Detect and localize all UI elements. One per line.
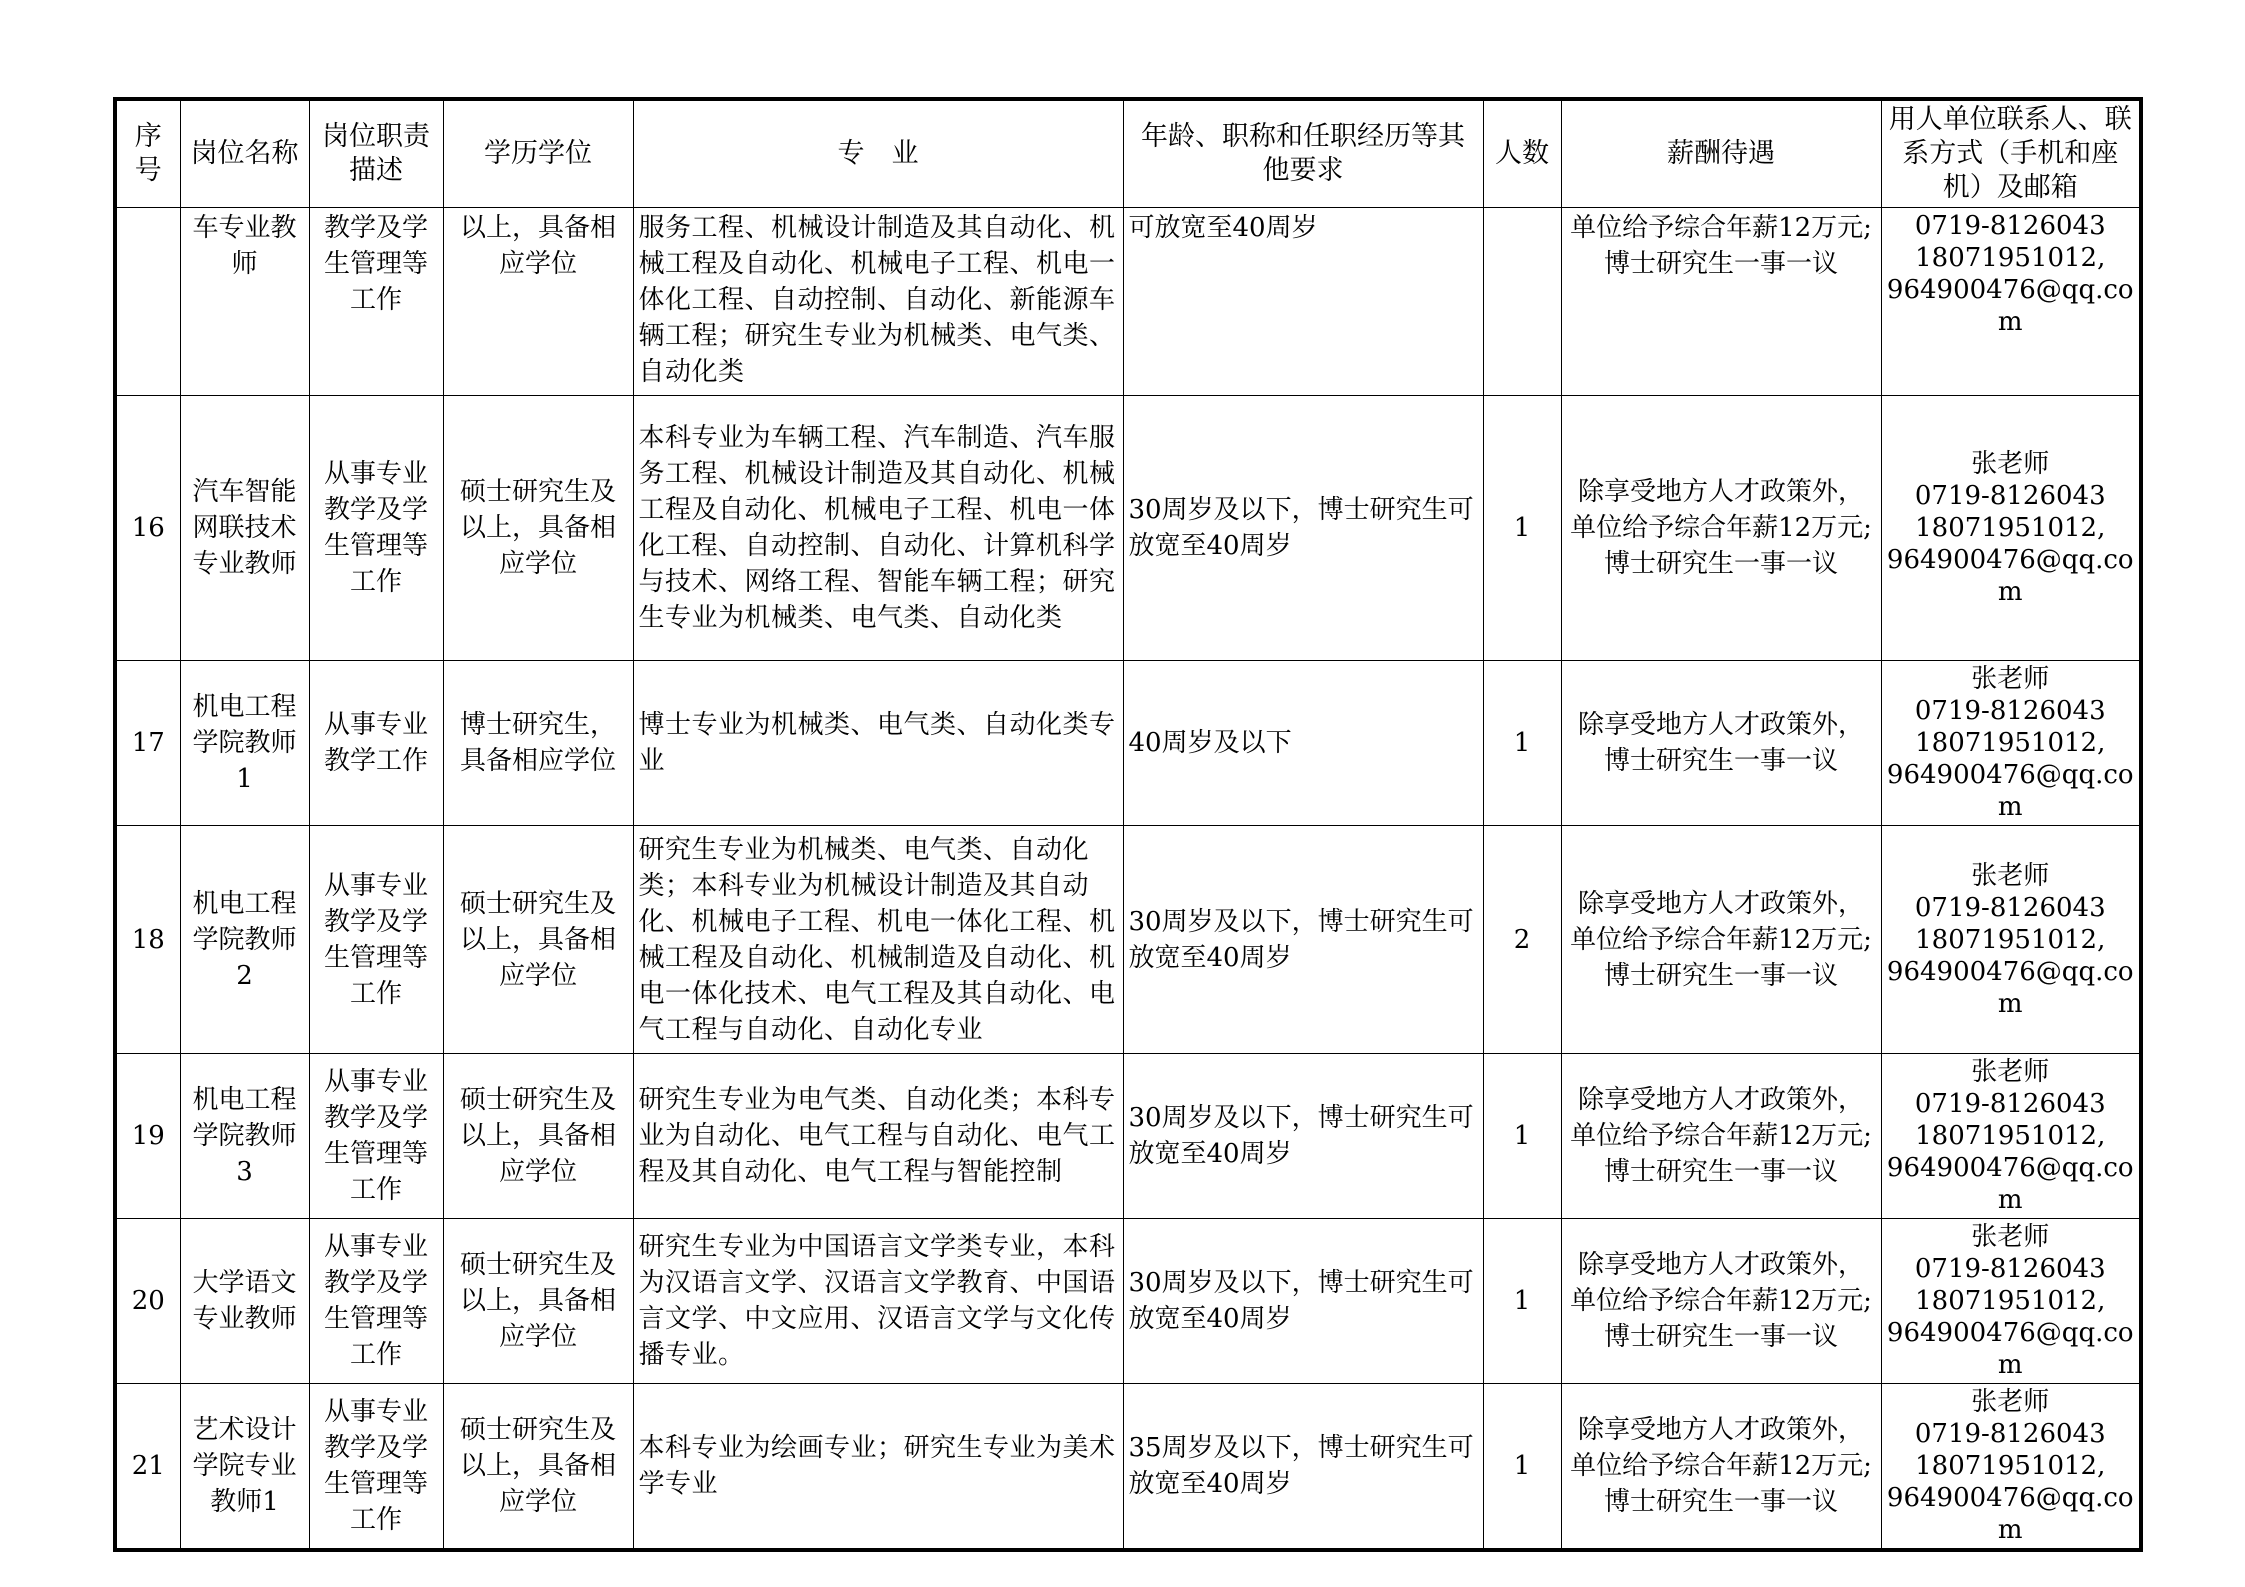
cell-req: 40周岁及以下 xyxy=(1123,661,1483,826)
cell-major: 服务工程、机械设计制造及其自动化、机械工程及自动化、机械电子工程、机电一体化工程、自动控制、自动化、新能源车辆工程；研究生专业为机械类、电气类、自动化类 xyxy=(633,208,1123,396)
table-row xyxy=(115,826,2141,1054)
cell-post: 汽车智能网联技术专业教师 xyxy=(180,396,309,661)
cell-count: 1 xyxy=(1483,661,1561,826)
cell-post: 大学语文专业教师 xyxy=(180,1219,309,1384)
contact-email: 964900476@qq.com xyxy=(1886,956,2134,1019)
cell-contact xyxy=(1881,1384,2141,1551)
cell-req: 30周岁及以下，博士研究生可放宽至40周岁 xyxy=(1123,1219,1483,1384)
cell-req: 可放宽至40周岁 xyxy=(1123,208,1483,396)
contact-email: 964900476@qq.com xyxy=(1886,275,2134,337)
cell-duty: 从事专业教学工作 xyxy=(309,661,443,826)
header-edu: 学历学位 xyxy=(443,99,633,208)
cell-duty: 从事专业教学及学生管理等工作 xyxy=(309,1054,443,1219)
cell-edu: 硕士研究生及以上，具备相应学位 xyxy=(443,1219,633,1384)
header-contact: 用人单位联系人、联系方式（手机和座机）及邮箱 xyxy=(1881,99,2141,208)
cell-duty: 从事专业教学及学生管理等工作 xyxy=(309,1384,443,1551)
contact-mobile: 18071951012, xyxy=(1915,1121,2106,1151)
cell-count xyxy=(1483,208,1561,396)
cell-edu: 博士研究生，具备相应学位 xyxy=(443,661,633,826)
cell-contact xyxy=(1881,1219,2141,1384)
contact-mobile: 18071951012, xyxy=(1915,513,2106,543)
cell-salary: 除享受地方人才政策外，单位给予综合年薪12万元;博士研究生一事一议 xyxy=(1561,1219,1881,1384)
cell-major: 博士专业为机械类、电气类、自动化类专业 xyxy=(633,661,1123,826)
contact-phone: 0719-8126043 xyxy=(1914,1254,2106,1284)
cell-contact xyxy=(1881,1054,2141,1219)
cell-count: 2 xyxy=(1483,826,1561,1054)
table-row xyxy=(115,661,2141,826)
table-row xyxy=(115,1054,2141,1219)
cell-seq xyxy=(115,208,180,396)
cell-major: 研究生专业为中国语言文学类专业，本科为汉语言文学、汉语言文学教育、中国语言文学、中文应用、汉语言文学与文化传播专业。 xyxy=(633,1219,1123,1384)
cell-req: 30周岁及以下，博士研究生可放宽至40周岁 xyxy=(1123,1054,1483,1219)
header-post: 岗位名称 xyxy=(180,99,309,208)
recruitment-table xyxy=(113,97,2143,1552)
cell-major: 本科专业为车辆工程、汽车制造、汽车服务工程、机械设计制造及其自动化、机械工程及自动化、机械电子工程、机电一体化工程、自动控制、自动化、计算机科学与技术、网络工程、智能车辆工程；研究生专业为机械类、电气类、自动化类 xyxy=(633,396,1123,661)
contact-email: 964900476@qq.com xyxy=(1886,1483,2134,1545)
contact-mobile: 18071951012, xyxy=(1915,1451,2106,1481)
cell-major: 本科专业为绘画专业；研究生专业为美术学专业 xyxy=(633,1384,1123,1551)
cell-contact xyxy=(1881,396,2141,661)
cell-post: 机电工程学院教师3 xyxy=(180,1054,309,1219)
cell-count: 1 xyxy=(1483,1054,1561,1219)
cell-seq: 16 xyxy=(115,396,180,661)
cell-edu: 以上，具备相应学位 xyxy=(443,208,633,396)
cell-seq: 19 xyxy=(115,1054,180,1219)
cell-salary: 除享受地方人才政策外，单位给予综合年薪12万元;博士研究生一事一议 xyxy=(1561,1384,1881,1551)
cell-salary: 除享受地方人才政策外，单位给予综合年薪12万元;博士研究生一事一议 xyxy=(1561,826,1881,1054)
contact-email: 964900476@qq.com xyxy=(1886,1153,2134,1215)
cell-count: 1 xyxy=(1483,1384,1561,1551)
header-req: 年龄、职称和任职经历等其他要求 xyxy=(1123,99,1483,208)
table-row xyxy=(115,208,2141,396)
contact-mobile: 18071951012, xyxy=(1915,924,2106,955)
cell-req: 30周岁及以下，博士研究生可放宽至40周岁 xyxy=(1123,396,1483,661)
cell-contact xyxy=(1881,826,2141,1054)
cell-edu: 硕士研究生及以上，具备相应学位 xyxy=(443,1384,633,1551)
cell-edu: 硕士研究生及以上，具备相应学位 xyxy=(443,826,633,1054)
cell-duty: 教学及学生管理等工作 xyxy=(309,208,443,396)
cell-req: 30周岁及以下，博士研究生可放宽至40周岁 xyxy=(1123,826,1483,1054)
contact-phone: 0719-8126043 xyxy=(1914,211,2106,241)
contact-email: 964900476@qq.com xyxy=(1886,1318,2134,1380)
cell-salary: 单位给予综合年薪12万元;博士研究生一事一议 xyxy=(1561,208,1881,396)
contact-mobile: 18071951012, xyxy=(1915,1286,2106,1316)
cell-major: 研究生专业为机械类、电气类、自动化类；本科专业为机械设计制造及其自动化、机械电子工程、机电一体化工程、机械工程及自动化、机械制造及自动化、机电一体化技术、电气工程及其自动化、电气工程与自动化、自动化专业 xyxy=(633,826,1123,1054)
table-row xyxy=(115,1384,2141,1551)
cell-seq: 21 xyxy=(115,1384,180,1551)
header-major: 专 业 xyxy=(633,99,1123,208)
contact-name: 张老师 xyxy=(1971,664,2050,694)
cell-seq: 17 xyxy=(115,661,180,826)
header-row xyxy=(115,99,2141,208)
header-salary: 薪酬待遇 xyxy=(1561,99,1881,208)
contact-email: 964900476@qq.com xyxy=(1886,545,2134,607)
contact-mobile: 18071951012, xyxy=(1915,243,2106,273)
contact-name: 张老师 xyxy=(1971,1057,2050,1087)
contact-phone: 0719-8126043 xyxy=(1914,892,2106,923)
contact-phone: 0719-8126043 xyxy=(1914,1089,2106,1119)
contact-name: 张老师 xyxy=(1971,1222,2050,1252)
cell-count: 1 xyxy=(1483,396,1561,661)
contact-phone: 0719-8126043 xyxy=(1914,1419,2106,1449)
cell-edu: 硕士研究生及以上，具备相应学位 xyxy=(443,1054,633,1219)
cell-req: 35周岁及以下，博士研究生可放宽至40周岁 xyxy=(1123,1384,1483,1551)
header-seq: 序号 xyxy=(115,99,180,208)
cell-count: 1 xyxy=(1483,1219,1561,1384)
cell-duty: 从事专业教学及学生管理等工作 xyxy=(309,1219,443,1384)
cell-post: 车专业教师 xyxy=(180,208,309,396)
contact-phone: 0719-8126043 xyxy=(1914,696,2106,726)
contact-email: 964900476@qq.com xyxy=(1886,760,2134,822)
table-row xyxy=(115,396,2141,661)
table-row xyxy=(115,1219,2141,1384)
cell-duty: 从事专业教学及学生管理等工作 xyxy=(309,826,443,1054)
cell-post: 艺术设计学院专业教师1 xyxy=(180,1384,309,1551)
cell-salary: 除享受地方人才政策外，单位给予综合年薪12万元;博士研究生一事一议 xyxy=(1561,396,1881,661)
cell-post: 机电工程学院教师1 xyxy=(180,661,309,826)
cell-seq: 20 xyxy=(115,1219,180,1384)
cell-duty: 从事专业教学及学生管理等工作 xyxy=(309,396,443,661)
cell-seq: 18 xyxy=(115,826,180,1054)
contact-mobile: 18071951012, xyxy=(1915,728,2106,758)
cell-salary: 除享受地方人才政策外，博士研究生一事一议 xyxy=(1561,661,1881,826)
cell-post: 机电工程学院教师2 xyxy=(180,826,309,1054)
cell-edu: 硕士研究生及以上，具备相应学位 xyxy=(443,396,633,661)
cell-contact xyxy=(1881,208,2141,396)
cell-salary: 除享受地方人才政策外，单位给予综合年薪12万元;博士研究生一事一议 xyxy=(1561,1054,1881,1219)
contact-phone: 0719-8126043 xyxy=(1914,481,2106,511)
cell-major: 研究生专业为电气类、自动化类；本科专业为自动化、电气工程与自动化、电气工程及其自动化、电气工程与智能控制 xyxy=(633,1054,1123,1219)
header-duty: 岗位职责描述 xyxy=(309,99,443,208)
contact-name: 张老师 xyxy=(1971,449,2050,479)
header-count: 人数 xyxy=(1483,99,1561,208)
contact-name: 张老师 xyxy=(1971,1387,2050,1417)
contact-name: 张老师 xyxy=(1971,860,2050,891)
cell-contact xyxy=(1881,661,2141,826)
